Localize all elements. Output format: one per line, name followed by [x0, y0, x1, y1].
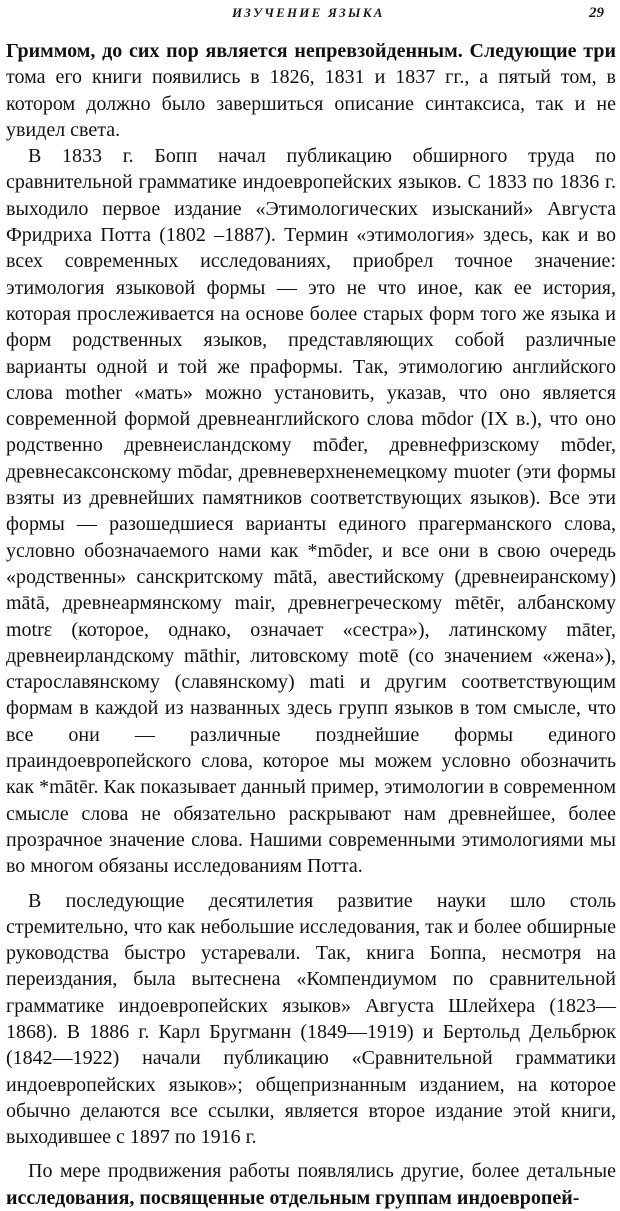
paragraph-text: По мере продвижения работы появлялись другие, более детальные	[28, 1160, 616, 1183]
paragraph-spacer	[6, 1150, 616, 1158]
paragraph-continuation	[6, 38, 616, 143]
text-body	[6, 38, 616, 1211]
running-head-title: ИЗУЧЕНИЕ ЯЗЫКА	[232, 5, 385, 20]
page-number: 29	[589, 5, 604, 21]
paragraph-spacer	[6, 880, 616, 888]
paragraph-later-decades: В последующие десятилетия развитие науки шло столь стремительно, что как небольшие исследования, так и более обширные руководства быстро устаревали. Так, книга Боппа, несмотря на переиздания, была вытеснена «Компендиумом по сравнительной грамматике индоевропейских языков» Августа Шлейхера (1823—1868). В 1886 г. Карл Бругманн (1849—1919) и Бертольд Дельбрюк (1842—1922) начали публикацию «Сравнительной грамматики индоевропейских языков»; общепризнанным изданием, на которое обычно делаются все ссылки, является второе издание этой книги, выходившее с 1897 по 1916 г.	[6, 889, 616, 1149]
paragraph-bopp-pott: В 1833 г. Бопп начал публикацию обширного труда по сравнительной грамматике индоевропейских языков. С 1833 по 1836 г. выходило первое издание «Этимологических изысканий» Августа Фридриха Потта (1802 –1887). Термин «этимология» здесь, как и во всех современных исследованиях, приобрел точное значение: этимология языковой формы — это не что иное, как ее история, которая прослеживается на основе более старых форм того же языка и форм родственных языков, представляющих собой различные варианты одной и той же праформы. Так, этимологию английского слова mother «мать» можно установить, указав, что оно является современной формой древнеанглийского слова mōdor (IX в.), что оно родственно древнеисландскому mōđer, древнефризскому mōder, древнесаксонскому mōdar, древневерхненемецкому muoter (эти формы взяты из древнейших памятников соответствующих языков). Все эти формы — разошедшиеся варианты единого прагерманского слова, условно обозначаемого нами как *mōder, и все они в свою очередь «родственны» санскритскому mātā, авестийскому (древнеиранскому) mātā, древнеармянскому mair, древнегреческому mētēr, албанскому motrε (которое, однако, означает «сестра»), латинскому māter, древнеирландскому māthir, литовскому motē (со значением «жена»), старославянскому (славянскому) mati и другим соответствующим формам в каждой из названных здесь групп языков в том смысле, что все они — различные позднейшие формы единого праиндоевропейского слова, которое мы можем условно обозначить как *mātēr. Как показывает данный пример, этимологии в современном смысле слова не обязательно раскрывают нам древнейшее, более прозрачное значение слова. Нашими современными этимологиями мы во многом обязаны исследованиям Потта.	[6, 145, 616, 878]
paragraph-first-line: Гриммом, до сих пор является непревзойденным. Следующие три	[6, 40, 616, 62]
running-head	[0, 3, 620, 27]
paragraph-further-research	[6, 1158, 616, 1211]
paragraph-text: тома его книги появились в 1826, 1831 и 1837 гг., а пятый том, в котором должно было завершиться описание синтаксиса, так и не увидел света.	[6, 66, 616, 141]
paragraph-last-line: исследования, посвященные отдельным группам индоевропей-	[6, 1186, 580, 1209]
